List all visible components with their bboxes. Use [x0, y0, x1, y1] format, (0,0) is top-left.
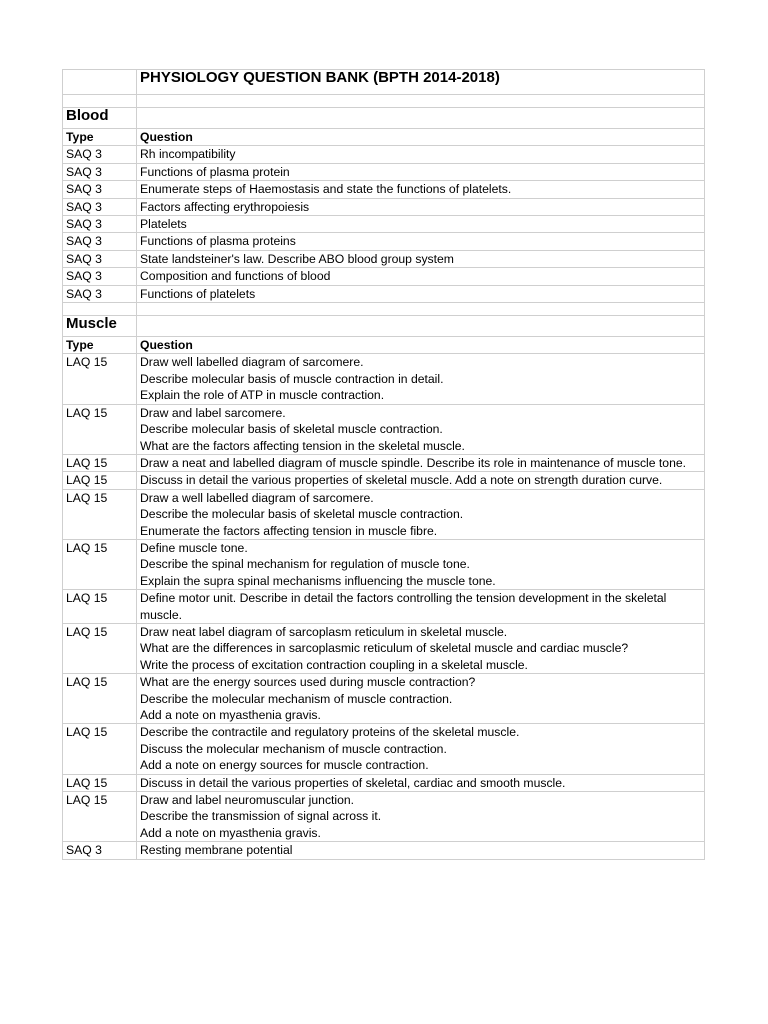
type-cell: LAQ 15 — [63, 404, 137, 454]
type-cell: SAQ 3 — [63, 163, 137, 180]
table-row — [63, 842, 705, 859]
question-cell: Draw and label sarcomere. Describe molecular basis of skeletal muscle contraction. What are the factors affecting tension in the skeletal muscle. — [137, 404, 705, 454]
question-cell: Platelets — [137, 216, 705, 233]
table-row — [63, 489, 705, 539]
table-row — [63, 623, 705, 673]
type-cell: SAQ 3 — [63, 250, 137, 267]
type-cell: SAQ 3 — [63, 842, 137, 859]
table-row — [63, 146, 705, 163]
column-header-row — [63, 337, 705, 354]
table-row — [63, 539, 705, 589]
section-heading-row — [63, 316, 705, 337]
type-cell: SAQ 3 — [63, 268, 137, 285]
table-row — [63, 404, 705, 454]
question-cell: Draw a well labelled diagram of sarcomere. Describe the molecular basis of skeletal muscle contraction. Enumerate the factors affecting tension in muscle fibre. — [137, 489, 705, 539]
question-cell: Describe the contractile and regulatory proteins of the skeletal muscle. Discuss the molecular mechanism of muscle contraction. Add a note on energy sources for muscle contraction. — [137, 724, 705, 774]
type-cell: LAQ 15 — [63, 539, 137, 589]
type-cell: LAQ 15 — [63, 724, 137, 774]
type-header: Type — [63, 129, 137, 146]
table-row — [63, 216, 705, 233]
table-row — [63, 268, 705, 285]
question-cell: Enumerate steps of Haemostasis and state the functions of platelets. — [137, 181, 705, 198]
question-header: Question — [137, 337, 705, 354]
type-cell: SAQ 3 — [63, 198, 137, 215]
type-cell: LAQ 15 — [63, 774, 137, 791]
section-heading: Blood — [63, 108, 137, 129]
table-row — [63, 590, 705, 624]
table-row — [63, 181, 705, 198]
empty-cell — [137, 95, 705, 108]
section-heading-row — [63, 108, 705, 129]
table-row — [63, 250, 705, 267]
table-row — [63, 285, 705, 302]
question-cell: Resting membrane potential — [137, 842, 705, 859]
type-cell: SAQ 3 — [63, 233, 137, 250]
question-cell: Functions of plasma protein — [137, 163, 705, 180]
question-cell: Draw neat label diagram of sarcoplasm reticulum in skeletal muscle. What are the differences in sarcoplasmic reticulum of skeletal muscle and cardiac muscle? Write the process of excitation contraction coupling in a skeletal muscle. — [137, 623, 705, 673]
question-cell: Functions of platelets — [137, 285, 705, 302]
page-title: PHYSIOLOGY QUESTION BANK (BPTH 2014-2018) — [137, 70, 705, 95]
question-cell: Rh incompatibility — [137, 146, 705, 163]
table-row — [63, 774, 705, 791]
type-cell: SAQ 3 — [63, 285, 137, 302]
table-body — [63, 70, 705, 860]
type-cell: SAQ 3 — [63, 146, 137, 163]
question-bank-table — [62, 69, 705, 860]
column-header-row — [63, 129, 705, 146]
type-cell: LAQ 15 — [63, 472, 137, 489]
empty-cell — [137, 316, 705, 337]
empty-cell — [137, 303, 705, 316]
table-row — [63, 354, 705, 404]
empty-cell — [137, 108, 705, 129]
type-cell: LAQ 15 — [63, 489, 137, 539]
table-row — [63, 163, 705, 180]
table-row — [63, 198, 705, 215]
table-row — [63, 792, 705, 842]
question-cell: Discuss in detail the various properties of skeletal, cardiac and smooth muscle. — [137, 774, 705, 791]
question-header: Question — [137, 129, 705, 146]
question-cell: What are the energy sources used during muscle contraction? Describe the molecular mechanism of muscle contraction. Add a note on myasthenia gravis. — [137, 674, 705, 724]
type-cell: LAQ 15 — [63, 354, 137, 404]
table-row — [63, 454, 705, 471]
type-cell: SAQ 3 — [63, 181, 137, 198]
question-cell: Functions of plasma proteins — [137, 233, 705, 250]
type-cell: LAQ 15 — [63, 454, 137, 471]
question-cell: Composition and functions of blood — [137, 268, 705, 285]
question-cell: Define muscle tone. Describe the spinal mechanism for regulation of muscle tone. Explain the supra spinal mechanisms influencing the muscle tone. — [137, 539, 705, 589]
title-row — [63, 70, 705, 95]
table-row — [63, 724, 705, 774]
question-cell: Draw well labelled diagram of sarcomere. Describe molecular basis of muscle contraction in detail. Explain the role of ATP in muscle contraction. — [137, 354, 705, 404]
type-cell: LAQ 15 — [63, 623, 137, 673]
question-cell: State landsteiner's law. Describe ABO blood group system — [137, 250, 705, 267]
spacer-row — [63, 303, 705, 316]
question-cell: Factors affecting erythropoiesis — [137, 198, 705, 215]
table-row — [63, 674, 705, 724]
type-cell: LAQ 15 — [63, 792, 137, 842]
empty-cell — [63, 303, 137, 316]
empty-cell — [63, 70, 137, 95]
type-cell: LAQ 15 — [63, 674, 137, 724]
table-row — [63, 233, 705, 250]
empty-cell — [63, 95, 137, 108]
question-cell: Define motor unit. Describe in detail the factors controlling the tension development in the skeletal muscle. — [137, 590, 705, 624]
question-cell: Discuss in detail the various properties of skeletal muscle. Add a note on strength duration curve. — [137, 472, 705, 489]
type-header: Type — [63, 337, 137, 354]
spacer-row — [63, 95, 705, 108]
section-heading: Muscle — [63, 316, 137, 337]
table-row — [63, 472, 705, 489]
question-cell: Draw a neat and labelled diagram of muscle spindle. Describe its role in maintenance of muscle tone. — [137, 454, 705, 471]
type-cell: SAQ 3 — [63, 216, 137, 233]
type-cell: LAQ 15 — [63, 590, 137, 624]
question-cell: Draw and label neuromuscular junction. Describe the transmission of signal across it. Add a note on myasthenia gravis. — [137, 792, 705, 842]
